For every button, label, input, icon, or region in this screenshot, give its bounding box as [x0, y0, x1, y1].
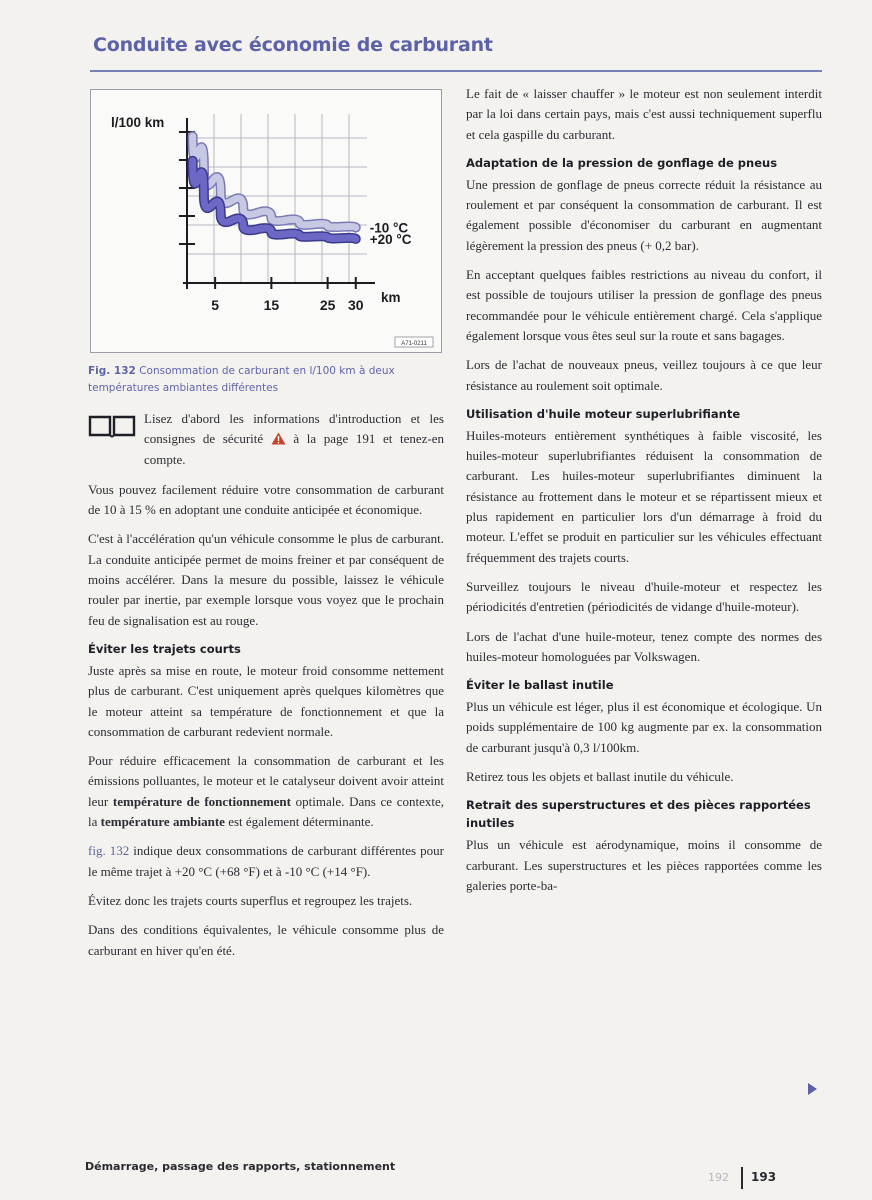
notice-text — [144, 409, 444, 470]
right-column — [466, 84, 822, 905]
section-heading: Utilisation d'huile moteur superlubrifiante — [466, 406, 741, 421]
paragraph: Dans des conditions équivalentes, le véhicule consomme plus de carburant en hiver qu'en été. — [88, 922, 444, 958]
fuel-consumption-figure — [90, 89, 442, 353]
previous-page-number: 192 — [708, 1171, 729, 1184]
footer-section-title: Démarrage, passage des rapports, stationnement — [85, 1160, 396, 1173]
warning-triangle-icon — [271, 432, 286, 445]
text-run: est également déterminante. — [224, 814, 374, 830]
series-label: +20 °C — [369, 231, 412, 247]
paragraph: Retirez tous les objets et ballast inutile du véhicule. — [466, 769, 734, 785]
x-tick-label: 25 — [319, 297, 336, 313]
paragraph: Le fait de « laisser chauffer » le moteur est non seulement interdit par la loi dans certain pays, mais c'est aussi techniquement superflu et cela gaspille du carburant. — [466, 86, 822, 142]
x-axis-label: km — [381, 290, 401, 305]
paragraph: C'est à l'accélération qu'un véhicule consomme le plus de carburant. La conduite anticipée permet de moins freiner et par conséquent de moins accélérer. Dans la mesure du possible, laissez le véhicule rouler par inertie, par exemple lorsque vous voyez que le prochain feu de signalisation est au rouge. — [88, 531, 444, 628]
header-rule — [90, 70, 822, 72]
left-column — [88, 84, 444, 970]
figure-link[interactable]: fig. 132 — [88, 843, 130, 859]
y-axis-label: l/100 km — [111, 115, 165, 130]
paragraph: Juste après sa mise en route, le moteur froid consomme nettement plus de carburant. C'est uniquement après quelques kilomètres que le moteur atteint sa température de fonctionnement et que la consommation de carburant redevient normale. — [88, 662, 444, 739]
paragraph: Vous pouvez facilement réduire votre consommation de carburant de 10 à 15 % en adoptant une conduite anticipée et économique. — [88, 481, 444, 518]
paragraph: Lors de l'achat d'une huile-moteur, tenez compte des normes des huiles-moteur homologuées par Volkswagen. — [466, 628, 822, 664]
notice-text-after: à la page 191 et tenez-en compte. — [144, 431, 444, 467]
paragraph: Une pression de gonflage de pneus correcte réduit la résistance au roulement et par conséquent la consommation de carburant. Il est également possible d'économiser du carburant en augmentant légèrement la pression des pneus (+ 0,2 bar). — [466, 176, 822, 253]
series-label: -10 °C — [369, 220, 409, 236]
x-tick-label: 15 — [263, 297, 280, 313]
bold-term: température ambiante — [100, 814, 225, 830]
paragraph: Plus un véhicule est aérodynamique, moins il consomme de carburant. Les superstructures et les pièces rapportées comme les galeries porte-ba- — [466, 837, 822, 893]
x-tick-label: 30 — [347, 297, 364, 313]
figure-caption — [88, 363, 444, 397]
section-heading: Éviter le ballast inutile — [466, 678, 614, 693]
figure-caption-text: Consommation de carburant en l/100 km à deux températures ambiantes différentes — [88, 365, 395, 394]
text-run: optimale. Dans ce contexte, la — [88, 793, 445, 830]
paragraph: Lors de l'achat de nouveaux pneus, veillez toujours à ce que leur résistance au roulement soit optimale. — [466, 357, 822, 393]
text-run: indique deux consommations de carburant différentes pour le même trajet à +20 °C (+68 °F) et à -10 °C (+14 °F). — [88, 843, 444, 879]
paragraph: Évitez donc les trajets courts superflus et regroupez les trajets. — [88, 892, 413, 908]
page-title: Conduite avec économie de carburant — [93, 34, 493, 56]
open-book-icon — [88, 413, 136, 439]
paragraph: Plus un véhicule est léger, plus il est économique et écologique. Un poids supplémentaire de 100 kg augmente par ex. la consommation de carburant jusqu'à 0,3 l/100km. — [466, 699, 822, 755]
paragraph: Huiles-moteurs entièrement synthétiques à faible viscosité, les huiles-moteur superlubrifiantes réduisent la consommation de carburant. Les huiles-moteur superlubrifiantes diminuent la résistance au frottement dans le moteur et se répartissent mieux et plus rapidement en particulier lors d'un démarrage à froid du moteur. L'effet se produit en particulier sur les véhicules effectuant fréquemment des trajets courts. — [466, 427, 822, 565]
paragraph — [88, 751, 444, 832]
fuel-consumption-chart — [91, 90, 443, 354]
x-tick-label: 5 — [211, 297, 220, 313]
section-heading: Retrait des superstructures et des pièces rapportées inutiles — [466, 798, 811, 831]
bold-term: température de fonctionnement — [112, 793, 291, 809]
figure-tag: A71-0211 — [401, 341, 427, 347]
safety-notice — [88, 409, 444, 470]
paragraph: Surveillez toujours le niveau d'huile-moteur et respectez les périodicités d'entretien (périodicités de vidange d'huile-moteur). — [466, 578, 822, 615]
figure-number: Fig. 132 — [88, 365, 136, 377]
paragraph: En acceptant quelques faibles restrictions au niveau du confort, il est possible de toujours utiliser la pression de gonflage des pneus recommandée pour le véhicule entièrement chargé. Cela s'applique également lorsque vous êtes seul sur la route et sans bagages. — [466, 267, 822, 343]
text-run: Pour réduire efficacement la consommation de carburant et les émissions polluantes, le moteur et le catalyseur doivent avoir atteint leur — [88, 753, 444, 809]
paragraph — [88, 841, 444, 882]
page-number: 193 — [751, 1170, 777, 1184]
continue-arrow-icon — [808, 1083, 817, 1095]
page-number-separator — [741, 1167, 743, 1189]
notice-text-before: Lisez d'abord les informations d'introduction et les consignes de sécurité — [144, 411, 444, 447]
section-heading: Adaptation de la pression de gonflage de pneus — [466, 155, 778, 170]
section-heading: Éviter les trajets courts — [88, 641, 241, 656]
